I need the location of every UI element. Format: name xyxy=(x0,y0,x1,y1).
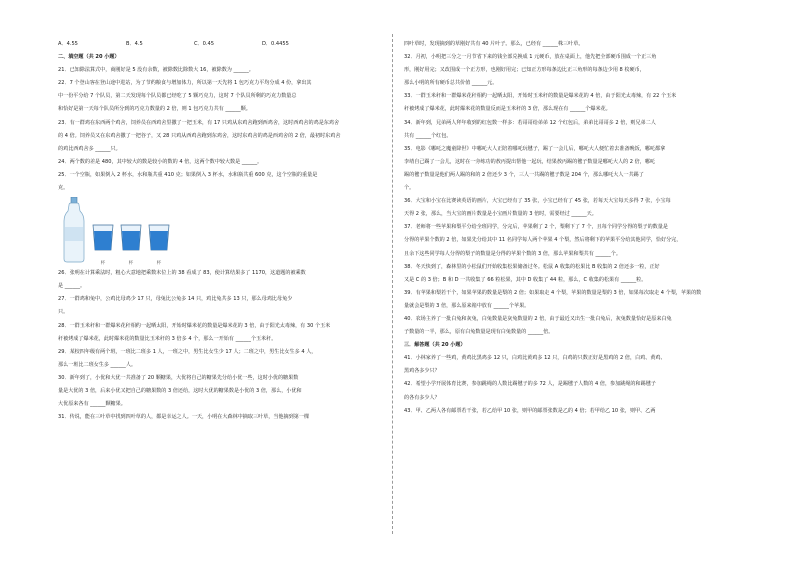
question-line: 42．希望小学开展体育比赛，参加跳绳的人数比踢毽子的多 72 人，是踢毽子人数的 4 倍，参加跳绳的和踢毽子 xyxy=(404,381,656,388)
question-line: 的各有多少人？ xyxy=(404,394,440,401)
question-line: 31．传说，能在三叶草中找到四叶草的人，都是幸运之人。一天，小明在大森林中摘取三叶草，当他摘到第一棵 xyxy=(58,414,309,421)
question-line: 个。 xyxy=(404,185,415,192)
question-line: 分得的苹果个数的 2 倍，如果先分给其中 11 名同学每人两个苹果 4 个梨，然后将剩下的苹果平分给其他同学，恰好分完， xyxy=(404,237,682,244)
question-line: 踢的毽子数量是他们两人踢的和的 2 倍还少 3 个，三人一共踢的毽子数是 204 个，那么哪吒大人一共踢了 xyxy=(404,171,644,178)
question-line: 23．有一群鸡在东西两个鸡舍，饲养员在西鸡舍里撒了一把玉米，有 17 只鸡从东鸡舍跑到西鸡舍，这时西鸡舍的鸡是东鸡舍 xyxy=(58,119,340,126)
question-line: 秆被烤成了爆米花，此时爆米花的数量比玉米秆的 3 倍多 4 个，那么一开始有 ______个玉米秆。 xyxy=(58,335,277,342)
option-b: B．4.5 xyxy=(126,41,143,47)
question-line: 39．有苹果和梨若干个，如果苹果的数量是梨的 2 倍；如果取走 4 个梨，苹果的数量是梨的 3 倍，如果每次取走 4 个梨，苹果的数 xyxy=(404,289,702,296)
cup-of-water-illustration xyxy=(120,223,142,251)
question-line: 量是大优的 3 倍，后来小优又把自己的糖果数的 3 倍还给，这时大优的糖果数是小优的 3 倍，那么，小优和 xyxy=(58,387,302,394)
option-a: A．4.55 xyxy=(58,41,78,47)
question-line: 的 4 倍。饲养员又在东鸡舍撒了一把谷子，又 28 只鸡从西鸡舍跑到东鸡舍，这时东鸡舍的鸡是西鸡舍的 2 倍，最初时东鸡舍 xyxy=(58,132,341,139)
question-line: 形，刚好用完；又改围成一个正方形，也刚好用完；已知正方形每条边比正三角形的每条边少用 8 枚硬币， xyxy=(404,67,645,74)
question-line: 是 ______。 xyxy=(58,283,86,290)
question-line: 40．农场主养了一批白兔和灰兔，白兔数量是灰兔数量的 2 倍，由于最近又出生一批白兔后，灰兔数量恰好是原来白兔 xyxy=(404,315,672,322)
question-line: 黑鸡各多少只？ xyxy=(404,368,440,375)
answer-options-row xyxy=(58,38,380,51)
column-divider xyxy=(392,34,393,534)
cup-label: 杯 xyxy=(100,261,106,267)
question-line: 四叶草时，发现摘到的草刚好共有 40 片叶子。那么，已经有 ______株三叶草。 xyxy=(404,41,584,47)
question-line: 27．一群鸡和兔中，公鸡比母鸡少 17 只，母兔比公兔多 14 只，鸡比兔共多 13 只，那么母鸡比母兔少 xyxy=(58,296,293,303)
cup-label: 杯 xyxy=(128,261,134,267)
bottle-and-cups-figure xyxy=(58,197,380,265)
question-line: 22．7 个登山客在登山途中进站，为了节约粮食与增加体力，所以第一天先将 1 包巧克力平均分成 4 份，拿出其 xyxy=(58,80,312,87)
cup-of-water-illustration xyxy=(148,223,170,251)
section-title-answers: 三．解答题（共 20 小题） xyxy=(404,342,466,349)
question-line: 只。 xyxy=(58,309,69,316)
question-line: 30．新年到了，小优和大优一共准备了 20 颗糖果，大优将自己的糖果先分给小优一些，这时小优的糖果数 xyxy=(58,374,299,381)
question-line: 且余下这些同学每人分得的梨子的数量是分得的苹果个数的 3 倍，那么苹果和梨共有 ______个。 xyxy=(404,250,621,257)
question-line: 那么一班比二班女生多 ______人。 xyxy=(58,361,137,368)
option-d: D．0.4455 xyxy=(262,41,289,47)
question-line: 子数量的一半，那么，原有白兔数量是现有白兔数量的 ______倍。 xyxy=(404,329,554,336)
section-title-fill-blank: 二、填空题（共 20 小题） xyxy=(58,54,120,61)
question-line: 38．冬天快到了，森林里的小松鼠们开始收集松果储备过冬。松鼠 A 收集的松果比 B 收集的 2 倍还多一粒，正好 xyxy=(404,263,660,270)
question-line: 21．已知除法算式中，商刚好是 5 没有余数，被除数比除数大 16，被除数为 ______。 xyxy=(58,67,254,74)
question-line: 43．甲、乙两人各有邮票若干张，若乙给甲 10 张，则甲的邮票张数是乙的 4 倍；若甲给乙 10 张，则甲、乙两 xyxy=(404,407,656,414)
question-line: 24．两个数的差是 480，其中较大的数是较小的数的 4 倍，这两个数中较大数是 ______。 xyxy=(58,158,263,165)
question-line: 克。 xyxy=(58,185,69,192)
water-bottle-illustration xyxy=(62,197,86,263)
left-column xyxy=(58,38,380,424)
right-column xyxy=(404,38,734,418)
option-c: C．0.45 xyxy=(194,41,214,47)
question-line: 大优原来各有 ______颗糖果。 xyxy=(58,401,126,408)
question-line: 共有 ______个红包。 xyxy=(404,132,452,139)
question-line: 29．某校四年级有两个班，一班比二班多 1 人，一班之中，男生比女生少 17 人；二班之中，男生比女生多 4 人， xyxy=(58,348,317,355)
question-line: 28．一群玉米秆和一群爆米花秆相约一起晒太阳，开始时爆米花的数量是爆米花的 3 倍，由于阳光太毒辣，有 30 个玉米 xyxy=(58,322,331,329)
question-line: 33．一群玉米秆和一群爆米花秆相约一起晒太阳，开始时玉米秆的数量是爆米花的 4 倍，由于阳光太毒辣，有 22 个玉米 xyxy=(404,93,677,100)
question-line: 37．老师将一些苹果和梨平分给全班同学，分完后，苹果剩了 2 个，梨剩下了 7 个，且每个同学分得的梨子的数量是 xyxy=(404,224,668,231)
question-line: 36．大宝和小宝在比赛读英语的画片，大宝已经有了 35 张，小宝已经有了 45 张，若每天大宝每天多得 7 张，小宝每 xyxy=(404,198,671,205)
question-line: 和恰好是第一天每个队员所分到的巧克力数量的 2 倍，则 1 包巧克力共有 ______颗。 xyxy=(58,106,251,113)
question-line: 量就会是梨的 3 倍，那么原来箱中放有 ______个苹果。 xyxy=(404,302,530,309)
question-line: 李靖自己踢了一会儿，这时在一旁练功的敖丙提出帮他一起玩，结果敖丙踢的毽子数量是哪吒大人的 2 倍，哪吒 xyxy=(404,158,655,165)
question-line: 35．电影《哪吒之魔童降世》中哪吒大人正陪着哪吒玩毽子，踢了一会儿后，哪吒大人便忙着去准备晚饭，哪吒都拿 xyxy=(404,145,666,152)
question-line: 中一份平分给 7 个队员，第二天发现每个队员都已经吃了 5 颗巧克力，这时 7 个队员所剩的巧克力数量总 xyxy=(58,93,297,100)
question-line: 秆被烤成了爆米花，此时爆米花的数量反而是玉米秆的 3 倍，那么现在有 ______个爆米花。 xyxy=(404,106,611,113)
question-line: 的鸡比西鸡舍多 ______只。 xyxy=(58,145,121,152)
cup-label: 杯 xyxy=(156,261,162,267)
question-line: 天得 2 张，那么，当大宝的画片数量是小宝画片数量的 3 倍时，需要经过 ______天。 xyxy=(404,211,597,218)
question-line: 又是 C 的 3 倍；B 和 D 一共收集了 66 粒松果，其中 D 收集了 44 粒，那么，C 收集的松果有 ______粒。 xyxy=(404,276,647,283)
question-line: 34．新年到，兄弟两人拜年收到的红包数一样多：若哥哥给弟弟 12 个红包后，弟弟比哥哥多 2 倍，则兄弟二人 xyxy=(404,119,656,126)
question-line: 41．小林家养了一些鸡，黄鸡比黑鸡多 12 只，白鸡比黄鸡多 12 只，白鸡的只数正好是黑鸡的 2 倍，白鸡、黄鸡、 xyxy=(404,355,666,362)
cup-of-water-illustration xyxy=(92,223,114,251)
question-line: 26．张明在计算乘法时，粗心大意地把乘数末位上的 38 看成了 83，使计算结果多了 1170，这道题的被乘数 xyxy=(58,270,306,277)
question-line: 那么小明的所有硬币总共价值 ______元。 xyxy=(404,80,498,87)
question-line: 25．一个空瓶，如果倒入 2 杯水，水和瓶共重 410 克；如果倒入 3 杯水，水和瓶共重 600 克，这个空瓶的重量是 xyxy=(58,171,318,178)
question-line: 32．月初，小明把三分之一月节省下来的钱全部兑换成 1 元硬币，放在桌面上，他先把全部硬币围成一个正三角 xyxy=(404,54,657,61)
